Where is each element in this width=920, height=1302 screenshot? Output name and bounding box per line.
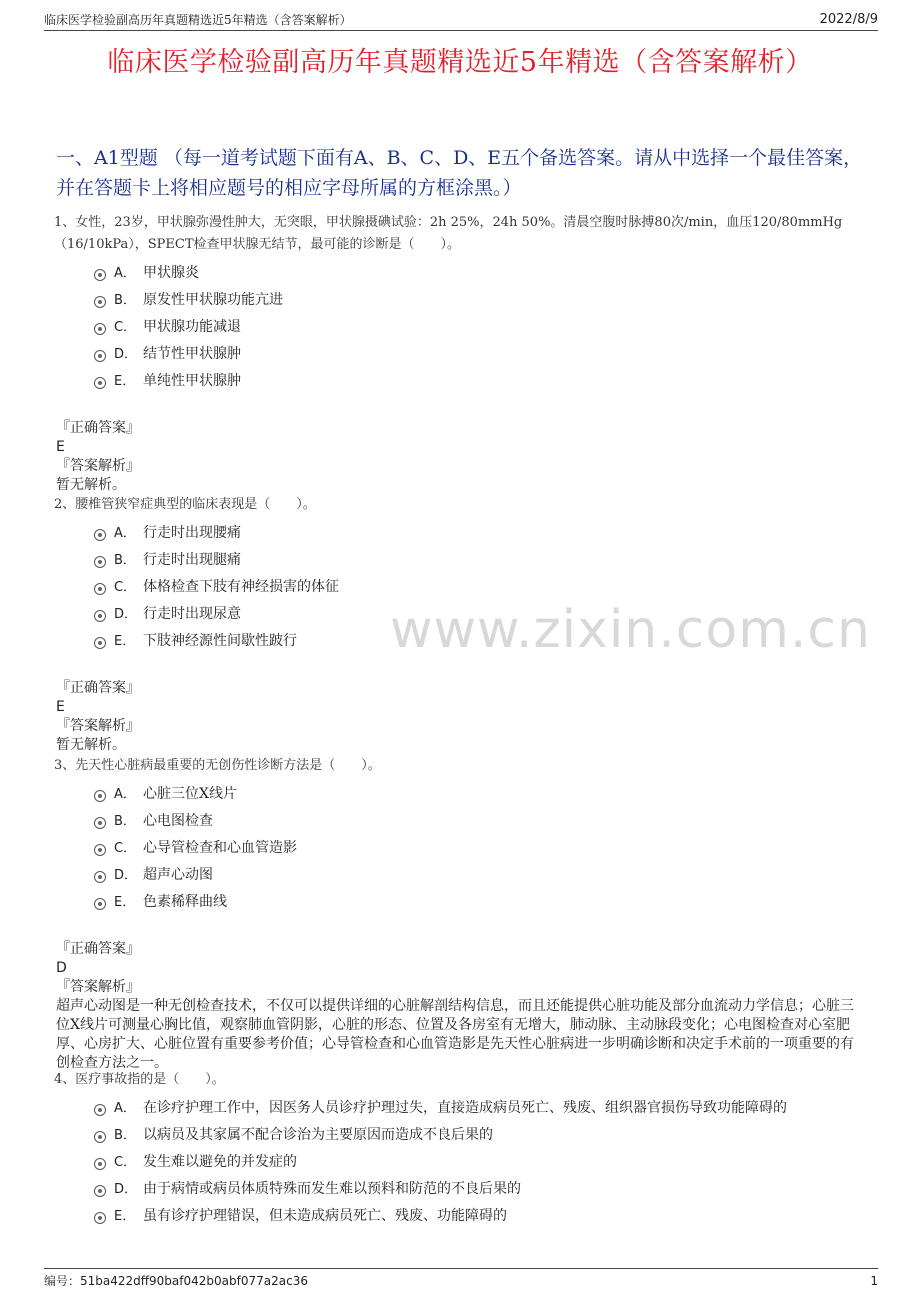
radio-icon[interactable] (94, 637, 106, 649)
option-d[interactable]: D． 超声心动图 (54, 862, 870, 889)
radio-icon[interactable] (94, 583, 106, 595)
option-a[interactable]: A． 行走时出现腰痛 (54, 520, 870, 547)
radio-icon[interactable] (94, 898, 106, 910)
page-number: 1 (870, 1274, 878, 1288)
explanation-text: 暂无解析。 (56, 737, 126, 753)
radio-icon[interactable] (94, 1131, 106, 1143)
answer-value: E (56, 439, 65, 455)
option-d[interactable]: D． 结节性甲状腺肿 (54, 341, 870, 368)
option-b[interactable]: B． 原发性甲状腺功能亢进 (54, 287, 870, 314)
radio-icon[interactable] (94, 269, 106, 281)
explanation-text: 超声心动图是一种无创检查技术，不仅可以提供详细的心脏解剖结构信息，而且还能提供心脏功能及部分血流动力学信息；心脏三位X线片可测量心胸比值，观察肺血管阴影，心脏的形态、位置及各房室有无增大，肺动脉、主动脉段变化；心电图检查对心室肥厚、心房扩大、心脏位置有重要参考价值；心导管检查和心血管造影是先天性心脏病进一步明确诊断和决定手术前的一项重要的有创检查方法之一。 (56, 998, 854, 1071)
question-stem: 2、腰椎管狭窄症典型的临床表现是（ ）。 (54, 497, 316, 512)
option-b[interactable]: B． 心电图检查 (54, 808, 870, 835)
radio-icon[interactable] (94, 296, 106, 308)
radio-icon[interactable] (94, 1212, 106, 1224)
radio-icon[interactable] (94, 556, 106, 568)
radio-icon[interactable] (94, 377, 106, 389)
question-1 (54, 212, 870, 495)
question-stem: 3、先天性心脏病最重要的无创伤性诊断方法是（ ）。 (54, 758, 381, 773)
answer-value: E (56, 699, 65, 715)
option-a[interactable]: A． 心脏三位X线片 (54, 781, 870, 808)
document-id: 编号：51ba422dff90baf042b0abf077a2ac36 (44, 1274, 308, 1288)
radio-icon[interactable] (94, 529, 106, 541)
question-2 (54, 494, 870, 755)
option-e[interactable]: E． 下肢神经源性间歇性跛行 (54, 628, 870, 655)
option-b[interactable]: B． 以病员及其家属不配合诊治为主要原因而造成不良后果的 (54, 1122, 870, 1149)
radio-icon[interactable] (94, 1158, 106, 1170)
answer-block (54, 679, 870, 755)
option-c[interactable]: C． 甲状腺功能减退 (54, 314, 870, 341)
explanation-text: 暂无解析。 (56, 477, 126, 493)
option-e[interactable]: E． 色素稀释曲线 (54, 889, 870, 916)
option-c[interactable]: C． 体格检查下肢有神经损害的体征 (54, 574, 870, 601)
explanation-label: 『答案解析』 (56, 979, 140, 995)
answer-block (54, 419, 870, 495)
page-footer (44, 1268, 878, 1289)
question-4 (54, 1069, 870, 1230)
options-list (54, 781, 870, 916)
header-date: 2022/8/9 (819, 12, 878, 27)
radio-icon[interactable] (94, 323, 106, 335)
page-header (44, 10, 878, 31)
explanation-label: 『答案解析』 (56, 458, 140, 474)
question-3 (54, 755, 870, 1073)
radio-icon[interactable] (94, 1104, 106, 1116)
document-title: 临床医学检验副高历年真题精选近5年精选（含答案解析） (107, 47, 813, 78)
option-d[interactable]: D． 行走时出现尿意 (54, 601, 870, 628)
answer-block (54, 940, 870, 1073)
question-stem: 4、医疗事故指的是（ ）。 (54, 1072, 225, 1087)
option-e[interactable]: E． 单纯性甲状腺肿 (54, 368, 870, 395)
option-c[interactable]: C． 发生难以避免的并发症的 (54, 1149, 870, 1176)
radio-icon[interactable] (94, 871, 106, 883)
radio-icon[interactable] (94, 350, 106, 362)
option-e[interactable]: E． 虽有诊疗护理错误，但未造成病员死亡、残废、功能障碍的 (54, 1203, 870, 1230)
radio-icon[interactable] (94, 790, 106, 802)
answer-label: 『正确答案』 (56, 941, 140, 957)
answer-value: D (56, 960, 67, 976)
option-a[interactable]: A． 甲状腺炎 (54, 260, 870, 287)
watermark: www.zixin.com.cn (390, 600, 871, 660)
radio-icon[interactable] (94, 1185, 106, 1197)
radio-icon[interactable] (94, 817, 106, 829)
options-list (54, 260, 870, 395)
option-a[interactable]: A． 在诊疗护理工作中，因医务人员诊疗护理过失，直接造成病员死亡、残废、组织器官损伤导致功能障碍的 (54, 1095, 870, 1122)
question-stem: 1、女性，23岁，甲状腺弥漫性肿大，无突眼，甲状腺摄碘试验：2h 25%，24h 50%。清晨空腹时脉搏80次/min，血压120/80mmHg（16/10kPa），SPECT检查甲状腺无结节，最可能的诊断是（ ）。 (54, 215, 843, 252)
radio-icon[interactable] (94, 844, 106, 856)
options-list (54, 1095, 870, 1230)
header-doc-title: 临床医学检验副高历年真题精选近5年精选（含答案解析） (44, 13, 352, 27)
radio-icon[interactable] (94, 610, 106, 622)
option-b[interactable]: B． 行走时出现腿痛 (54, 547, 870, 574)
options-list (54, 520, 870, 655)
explanation-label: 『答案解析』 (56, 718, 140, 734)
option-c[interactable]: C． 心导管检查和心血管造影 (54, 835, 870, 862)
option-d[interactable]: D． 由于病情或病员体质特殊而发生难以预料和防范的不良后果的 (54, 1176, 870, 1203)
answer-label: 『正确答案』 (56, 680, 140, 696)
answer-label: 『正确答案』 (56, 420, 140, 436)
section-title: 一、A1型题 （每一道考试题下面有A、B、C、D、E五个备选答案。请从中选择一个最佳答案，并在答题卡上将相应题号的相应字母所属的方框涂黑。） (56, 147, 863, 199)
